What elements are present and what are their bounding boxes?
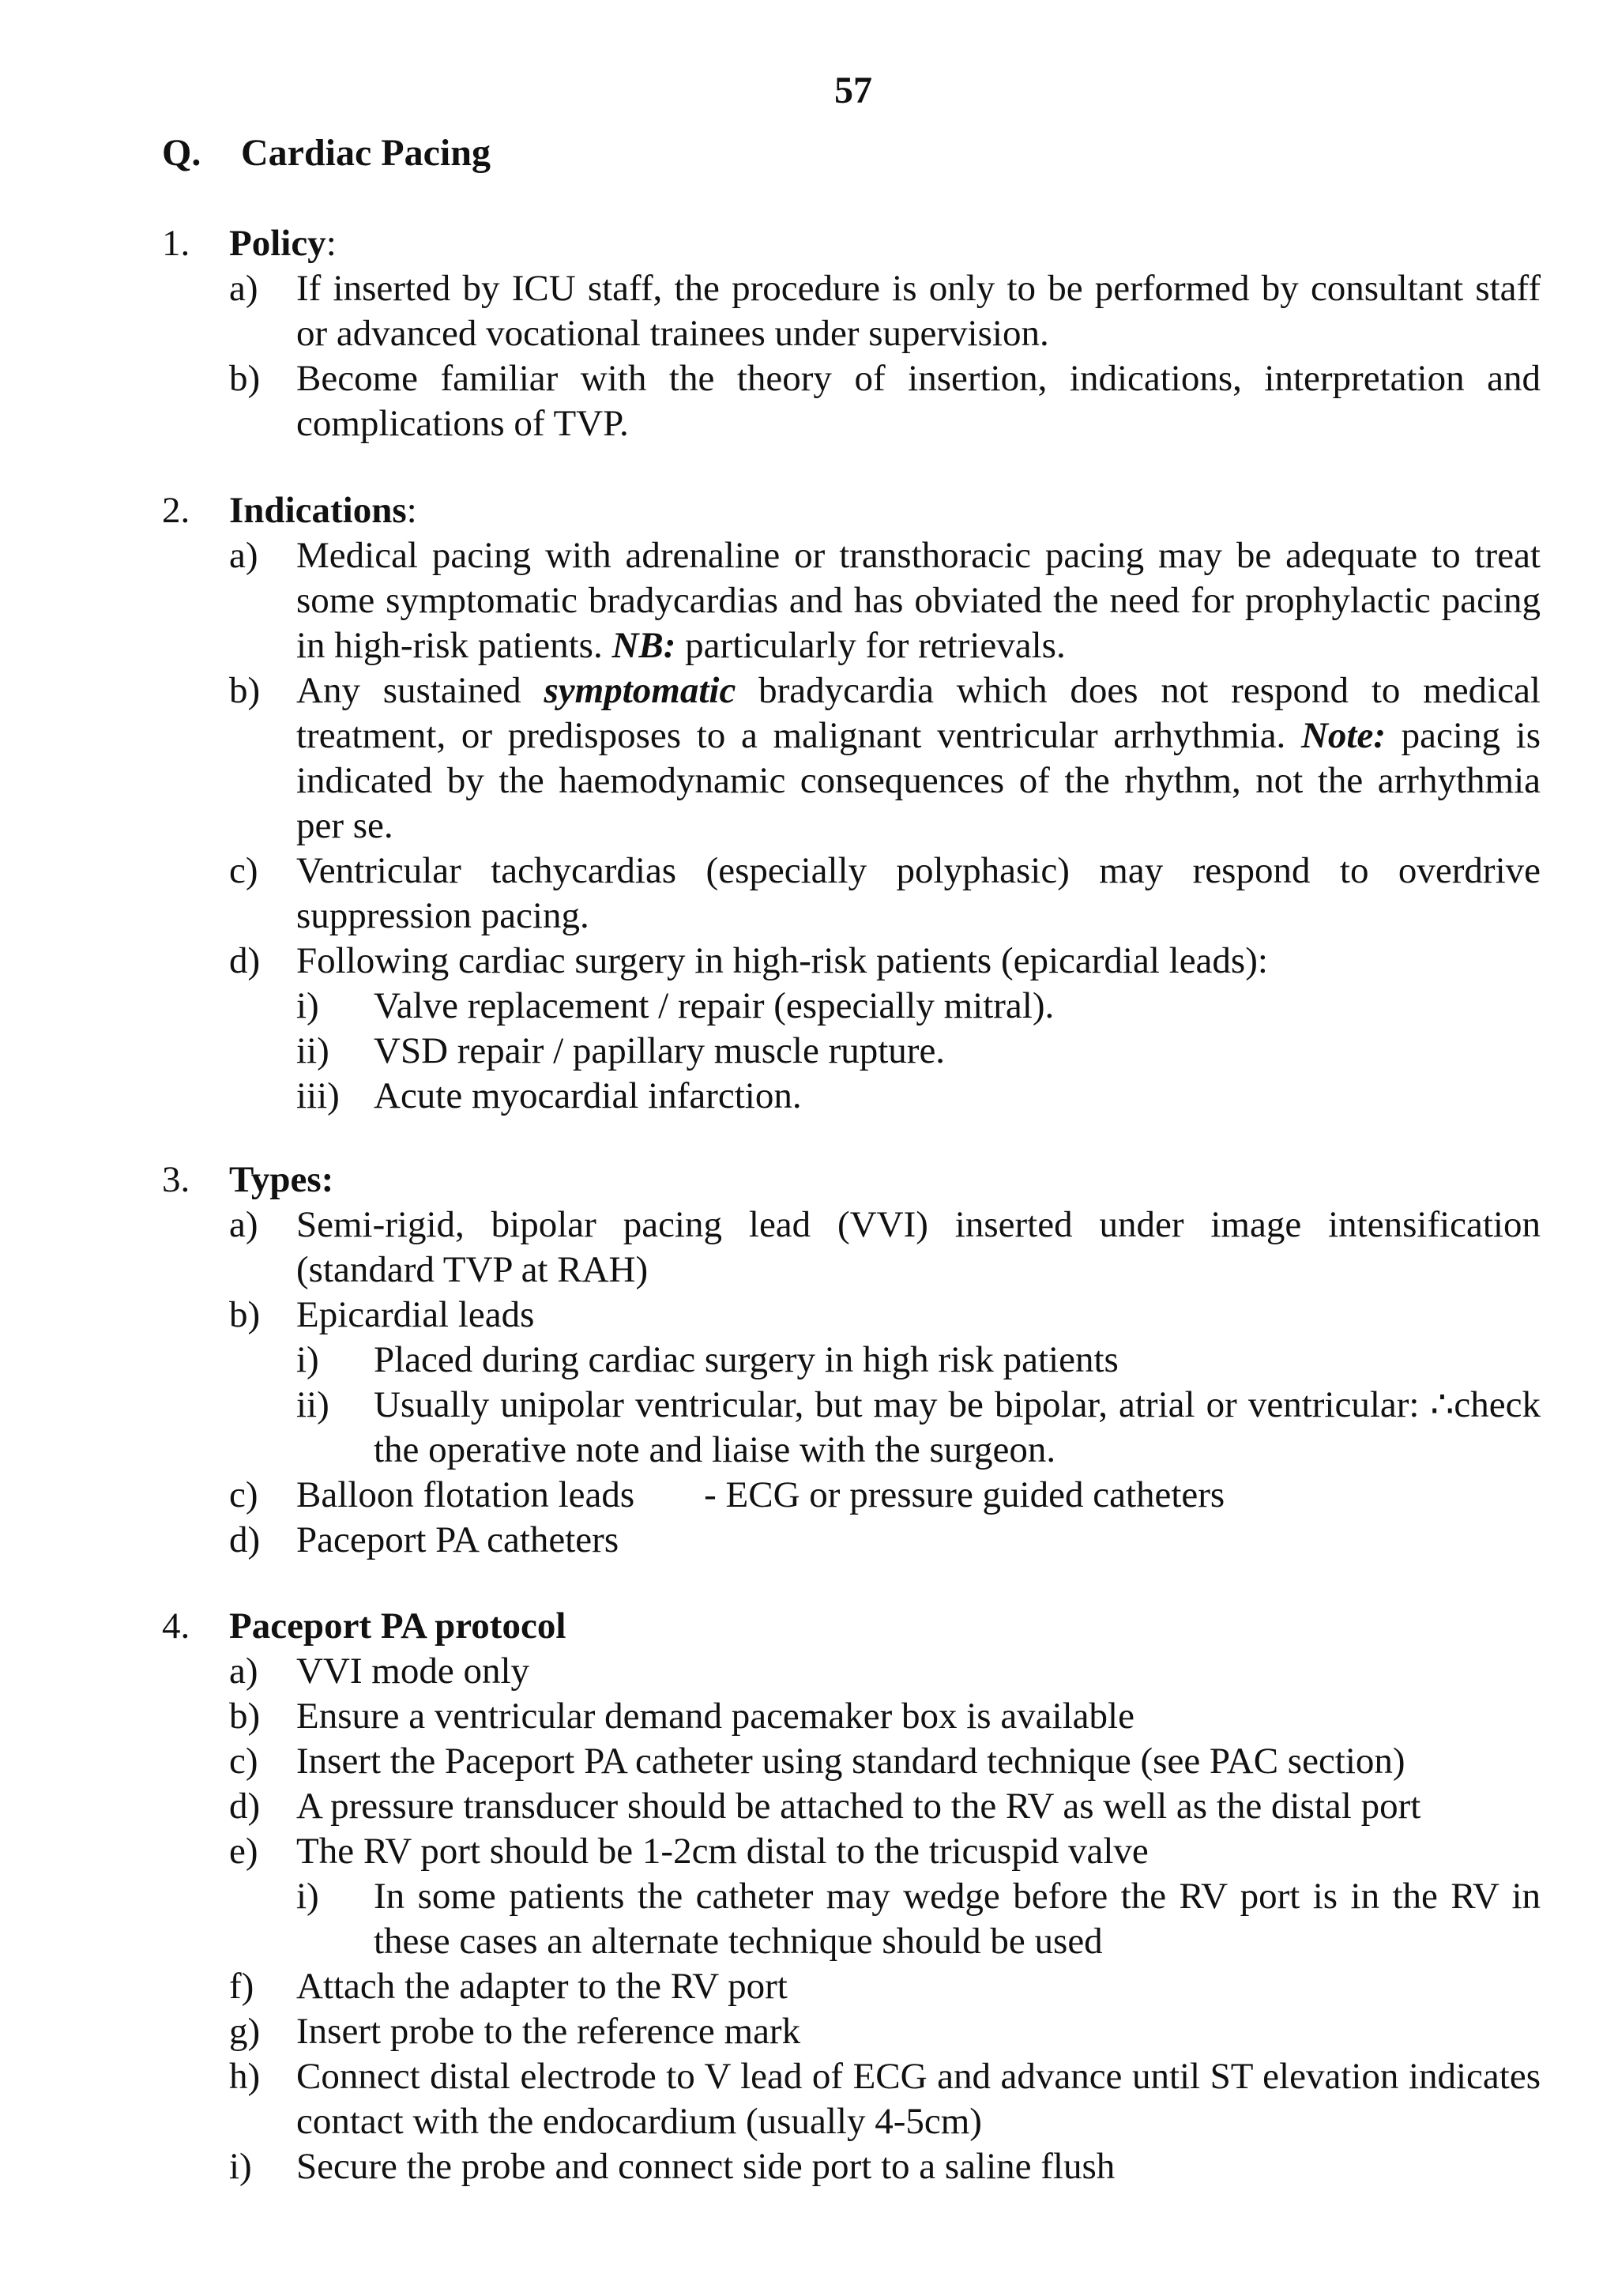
list-item <box>162 1649 1541 1694</box>
item-text: Epicardial leads <box>296 1294 535 1335</box>
sub-item-label: iii) <box>296 1075 340 1116</box>
sub-list-item <box>162 1383 1541 1473</box>
section-heading <box>162 1157 1541 1203</box>
list-item <box>162 1293 1541 1338</box>
item-label: c) <box>229 1741 258 1782</box>
item-text: Insert probe to the reference mark <box>296 2011 801 2052</box>
list-item <box>162 1203 1541 1293</box>
sub-item-text: Usually unipolar ventricular, but may be bipolar, atrial or ventricular: ∴check the operative note and liaise with the surgeon. <box>374 1384 1541 1470</box>
sub-list-item <box>162 1338 1541 1383</box>
item-note: - ECG or pressure guided catheters <box>704 1474 1225 1515</box>
sub-list-item <box>162 1074 1541 1119</box>
item-text: bradycardia which does not respond to medical treatment, or predisposes to a malignant ventricular arrhythmia. <box>296 670 1541 756</box>
item-text: Attach the adapter to the RV port <box>296 1966 788 2007</box>
section-types <box>162 1157 1541 1563</box>
list-item <box>162 2054 1541 2144</box>
list-item <box>162 939 1541 984</box>
list-item <box>162 1518 1541 1563</box>
item-text: Following cardiac surgery in high-risk patients (epicardial leads): <box>296 940 1268 981</box>
item-label: b) <box>229 358 261 399</box>
sub-item-label: i) <box>296 1876 319 1917</box>
item-text: Ventricular tachycardias (especially polyphasic) may respond to overdrive suppression pacing. <box>296 850 1541 936</box>
sub-item-text: In some patients the catheter may wedge before the RV port is in the RV in these cases an alternate technique should be used <box>374 1876 1541 1962</box>
sub-item-label: i) <box>296 985 319 1026</box>
item-text: A pressure transducer should be attached to the RV as well as the distal port <box>296 1786 1421 1827</box>
section-paceport-protocol <box>162 1604 1541 2189</box>
item-text: Become familiar with the theory of insertion, indications, interpretation and complications of TVP. <box>296 358 1541 444</box>
item-label: c) <box>229 850 258 891</box>
sub-item-label: ii) <box>296 1030 329 1071</box>
section-number: 1. <box>162 223 190 264</box>
item-text: Secure the probe and connect side port to a saline flush <box>296 2146 1116 2187</box>
item-text-tail: particularly for retrievals. <box>675 625 1066 666</box>
section-title: Paceport PA protocol <box>229 1605 566 1647</box>
list-item <box>162 533 1541 668</box>
list-item <box>162 2009 1541 2054</box>
section-policy <box>162 221 1541 446</box>
item-text: VVI mode only <box>296 1650 530 1692</box>
item-label: h) <box>229 2056 261 2097</box>
list-item <box>162 356 1541 446</box>
item-text-tail: pacing is indicated by the haemodynamic consequences of the rhythm, not the arrhythmia per se. <box>296 715 1541 846</box>
list-item <box>162 266 1541 356</box>
item-label: b) <box>229 1696 261 1737</box>
list-item <box>162 2144 1541 2189</box>
item-label: c) <box>229 1474 258 1515</box>
sub-list-item <box>162 1874 1541 1964</box>
sub-item-text: Valve replacement / repair (especially mitral). <box>374 985 1055 1026</box>
item-label: d) <box>229 1786 261 1827</box>
item-label: b) <box>229 1294 261 1335</box>
item-text: If inserted by ICU staff, the procedure is only to be performed by consultant staff or advanced vocational trainees under supervision. <box>296 268 1541 354</box>
item-label: a) <box>229 535 258 576</box>
item-text: Balloon flotation leads <box>296 1474 635 1515</box>
list-item <box>162 1784 1541 1829</box>
item-text: Any sustained <box>296 670 544 711</box>
item-label: b) <box>229 670 261 711</box>
list-item <box>162 1473 1541 1518</box>
page-number: 57 <box>834 70 872 111</box>
item-text: Medical pacing with adrenaline or transthoracic pacing may be adequate to treat some symptomatic bradycardias and has obviated the need for prophylactic pacing in high-risk patients. <box>296 535 1541 666</box>
question-heading <box>162 130 491 175</box>
item-text: Ensure a ventricular demand pacemaker box is available <box>296 1696 1134 1737</box>
section-title: Types: <box>229 1159 334 1200</box>
item-label: i) <box>229 2146 252 2187</box>
list-item <box>162 1964 1541 2009</box>
section-heading <box>162 488 1541 533</box>
item-text: Connect distal electrode to V lead of ECG and advance until ST elevation indicates contact with the endocardium (usually 4-5cm) <box>296 2056 1541 2142</box>
sub-item-text: Acute myocardial infarction. <box>374 1075 802 1116</box>
item-label: a) <box>229 1204 258 1245</box>
nb-label: NB: <box>611 625 676 666</box>
sub-item-text: Placed during cardiac surgery in high risk patients <box>374 1339 1119 1380</box>
sub-list-item <box>162 1029 1541 1074</box>
list-item <box>162 1829 1541 1874</box>
list-item <box>162 668 1541 849</box>
item-label: e) <box>229 1831 258 1872</box>
sub-list-item <box>162 984 1541 1029</box>
item-text: Paceport PA catheters <box>296 1519 619 1560</box>
section-number: 4. <box>162 1605 190 1647</box>
item-text: Insert the Paceport PA catheter using standard technique (see PAC section) <box>296 1741 1405 1782</box>
section-heading <box>162 221 1541 266</box>
sub-item-label: i) <box>296 1339 319 1380</box>
sub-item-label: ii) <box>296 1384 329 1425</box>
section-number: 2. <box>162 490 190 531</box>
list-item <box>162 849 1541 939</box>
list-item <box>162 1694 1541 1739</box>
section-indications <box>162 488 1541 1119</box>
item-label: d) <box>229 940 261 981</box>
emphasis-symptomatic: symptomatic <box>544 670 736 711</box>
section-number: 3. <box>162 1159 190 1200</box>
item-label: a) <box>229 268 258 309</box>
section-title: Indications: <box>229 490 417 531</box>
note-label: Note: <box>1300 715 1386 756</box>
list-item <box>162 1739 1541 1784</box>
item-label: d) <box>229 1519 261 1560</box>
item-text: The RV port should be 1-2cm distal to the tricuspid valve <box>296 1831 1149 1872</box>
item-label: a) <box>229 1650 258 1692</box>
question-title: Cardiac Pacing <box>241 132 491 174</box>
sub-item-text: VSD repair / papillary muscle rupture. <box>374 1030 946 1071</box>
item-text: Semi-rigid, bipolar pacing lead (VVI) inserted under image intensification (standard TVP at RAH) <box>296 1204 1541 1290</box>
item-label: g) <box>229 2011 261 2052</box>
item-label: f) <box>229 1966 254 2007</box>
section-title: Policy: <box>229 223 337 264</box>
section-heading <box>162 1604 1541 1649</box>
question-label: Q. <box>162 132 201 174</box>
